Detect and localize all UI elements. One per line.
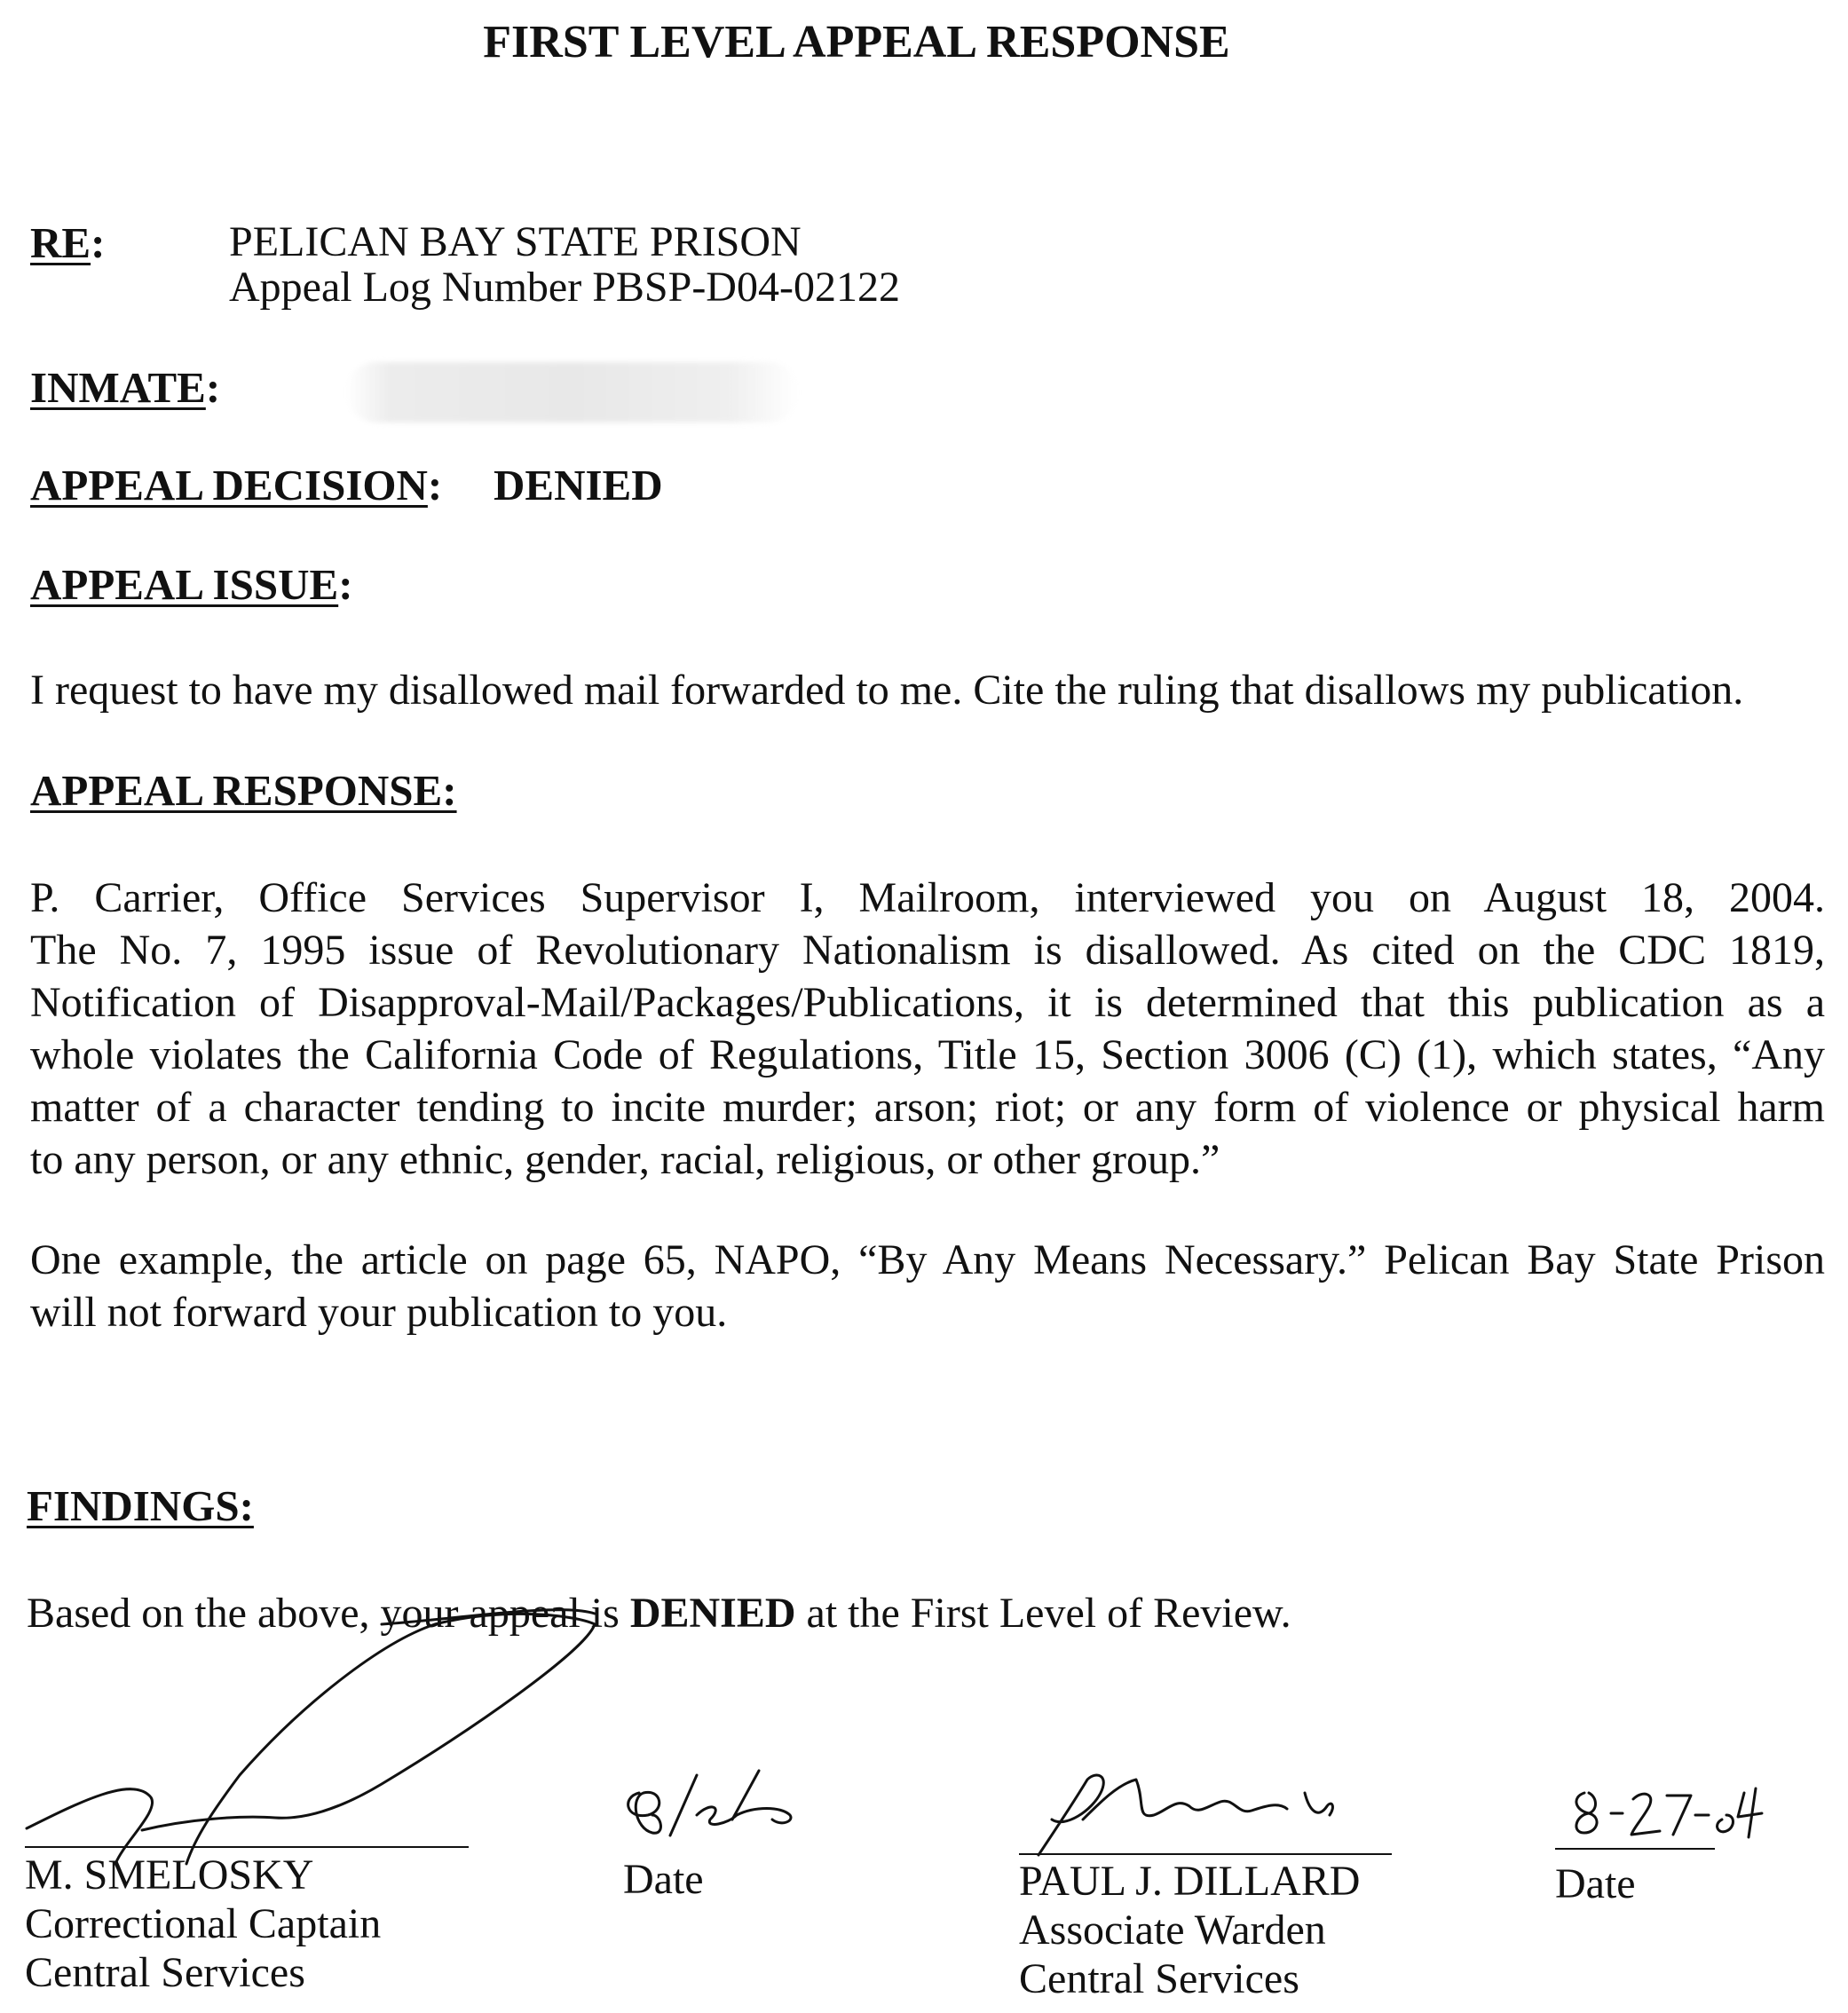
appeal-response-label: APPEAL RESPONSE: [30,766,457,815]
page-title: FIRST LEVEL APPEAL RESPONSE [483,17,1230,67]
handwritten-date-right [1562,1780,1775,1851]
findings-text-after: at the First Level of Review. [795,1590,1291,1637]
response-line: One example, the article on page 65, NAPO, “By Any Means Necessary.” Pelican Bay State Prison [30,1236,1825,1283]
findings-label: FINDINGS: [27,1481,254,1530]
findings-text-before: Based on the above, your appeal is [27,1590,630,1637]
appeal-issue-text: I request to have my disallowed mail forwarded to me. Cite the ruling that disallows my publication. [30,667,1744,714]
appeal-issue-label: APPEAL ISSUE: [30,560,353,609]
signer-unit: Central Services [25,1949,305,1996]
response-line: to any person, or any ethnic, gender, racial, religious, or other group.” [30,1136,1220,1183]
response-line: Notification of Disapproval-Mail/Packages/Publications, it is determined that this publication as a [30,979,1825,1026]
appeal-decision-value: DENIED [494,461,663,509]
appeal-decision-label-text: APPEAL DECISION [30,461,428,509]
response-line: will not forward your publication to you. [30,1289,728,1336]
response-line: matter of a character tending to incite murder; arson; riot; or any form of violence or physical harm [30,1084,1825,1131]
response-line: whole violates the California Code of Regulations, Title 15, Section 3006 (C) (1), which states, “Any [30,1031,1825,1078]
response-line: P. Carrier, Office Services Supervisor I, Mailroom, interviewed you on August 18, 2004. [30,874,1825,921]
inmate-label: INMATE: [30,363,221,412]
signature-line [1555,1848,1715,1850]
signature-line [25,1846,469,1848]
response-line: The No. 7, 1995 issue of Revolutionary Nationalism is disallowed. As cited on the CDC 1819, [30,927,1825,974]
findings-decision: DENIED [629,1590,796,1637]
signer-title: Correctional Captain [25,1900,382,1947]
appeal-response-paragraph-2 [30,1234,1825,1338]
redacted-inmate-name [346,362,799,422]
date-label: Date [1555,1860,1636,1907]
re-label: RE: [30,218,106,267]
appeal-response-paragraph-1 [30,872,1825,1186]
appeal-decision-label: APPEAL DECISION: [30,461,443,509]
dillard-signature [1012,1766,1385,1864]
signer-name: PAUL J. DILLARD [1019,1858,1361,1905]
signer-title: Associate Warden [1019,1906,1326,1954]
signer-name: M. SMELOSKY [25,1851,314,1899]
inmate-label-text: INMATE [30,363,206,412]
handwritten-date-left [612,1766,799,1846]
signer-unit: Central Services [1019,1955,1299,2002]
signature-line [1019,1853,1392,1855]
appeal-log-number: Appeal Log Number PBSP-D04-02122 [229,264,900,311]
appeal-issue-label-text: APPEAL ISSUE [30,560,339,609]
date-label: Date [623,1856,704,1903]
re-facility: PELICAN BAY STATE PRISON [229,218,802,265]
re-label-text: RE [30,218,91,267]
